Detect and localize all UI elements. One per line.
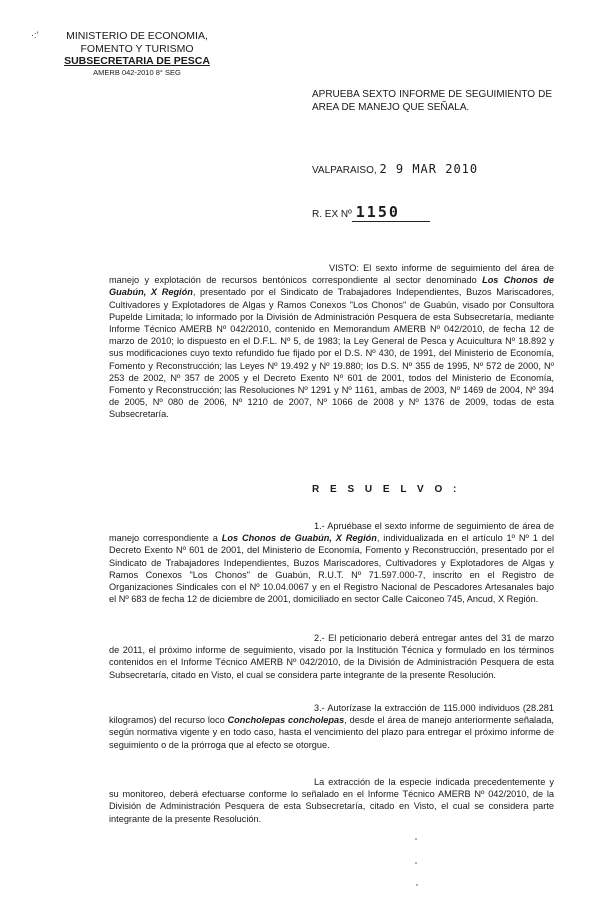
visto-sector: Los Chonos de Guabún, X Región	[109, 275, 554, 298]
resolution-number: 1150	[355, 203, 400, 221]
visto-paragraph	[109, 262, 554, 421]
p4-lead: La extracción de la especie indicada precedentemente y su monitoreo, deberá efectuarse conforme lo señalado en el Informe Técnico	[109, 777, 554, 800]
visto-lead: VISTO: El sexto informe de seguimiento del área de manejo y explotación de recursos bentónicos correspondiente al sector denominado	[109, 263, 554, 286]
resolution-underline	[352, 221, 430, 222]
p3-rest: , desde el área de manejo anteriormente señalada, según normativa vigente y en todo caso, hasta el vencimiento del plazo para entregar el próximo informe de seguimiento o de la prórroga que al efecto se otorgue.	[109, 715, 554, 750]
scan-speck	[415, 838, 417, 840]
scan-speck	[415, 862, 417, 864]
subsecretaria-title: SUBSECRETARIA DE PESCA	[64, 55, 210, 67]
place-date	[312, 162, 478, 176]
p1-sector: Los Chonos de Guabún, X Región	[221, 533, 377, 544]
visto-rest: , presentado por el Sindicato de Trabajadores Independientes, Buzos Mariscadores, Cultivadores y Explotadores de Algas y Ramos Conexos "Los Chonos" de Guabún, visado por Consultora Pupelde Limitada; lo informado por la División de Administración Pesquera de esta Subsecretaría, mediante Informe Técnico AMERB Nº 042/2010, contenido en Memorandum AMERB Nº 042/2010, de fecha 12 de marzo de 2010; lo dispuesto en el D.F.L. Nº 5, de 1983; la Ley General de Pesca y Acuicultura Nº 18.892 y sus modificaciones cuyo texto refundido fue fijado por el D.S. Nº 430, de 1991, del Ministerio de Economía, Fomento y Reconstrucción; las Leyes Nº 19.492 y Nº 19.880; los D.S. Nº 355 de 1995, Nº 572 de 2000, Nº 253 de 2002, Nº 357 de 2005 y el Decreto Exento Nº 601 de 2001, todos del Ministerio de Economía, Fomento y Reconstrucción; las Resoluciones Nº 1291 y Nº 1161, ambas de 2003, Nº 1469 de 2004, Nº 394 de 2005, Nº 080 de 2006, Nº 1210 de 2007, Nº 1066 de 2008 y Nº 1376 de 2009, todas de esta Subsecretaría.	[109, 287, 554, 420]
paragraph-1	[109, 520, 554, 605]
p4-rest: , de la División de Administración Pesquera de esta Subsecretaría, citado en Visto, el cual se considera parte integrante de la presente Resolución.	[109, 789, 554, 824]
p4-ref: AMERB Nº 042/2010	[437, 789, 527, 800]
resuelvo-heading: R E S U E L V O :	[312, 484, 461, 495]
reference-code: AMERB 042-2010 8° SEG	[93, 67, 181, 77]
city: VALPARAISO,	[312, 165, 377, 176]
paragraph-2	[109, 632, 554, 681]
paragraph-4	[109, 776, 554, 825]
paragraph-3	[109, 702, 554, 751]
letterhead	[62, 30, 212, 77]
ministry-line-2: FOMENTO Y TURISMO	[80, 42, 194, 55]
subject-heading: APRUEBA SEXTO INFORME DE SEGUIMIENTO DE AREA DE MANEJO QUE SEÑALA.	[312, 89, 552, 113]
p3-species: Concholepas concholepas	[227, 715, 345, 726]
ministry-line-1: MINISTERIO DE ECONOMIA,	[66, 30, 208, 42]
resolution-label: R. EX Nº	[312, 209, 352, 220]
p1-rest: , individualizada en el artículo 1º Nº 1 del Decreto Exento Nº 601 de 2001, del Ministerio de Economía, Fomento y Reconstrucción, presentado por el Sindicato de Trabajadores Independientes, Buzos Mariscadores, Cultivadores y Explotadores de Algas y Ramos Conexos "Los Chonos" de Guabún, R.U.T. Nº 71.597.000-7, inscrito en el Registro de Organizaciones Sindicales con el Nº 10.04.0067 y en el Registro Nacional de Pescadores Artesanales bajo el Nº 683 de fecha 12 de diciembre de 2001, domiciliado en sector Calle Caiconeo 745, Ancud, X Región.	[109, 533, 554, 605]
p3-lead: 3.- Autorízase la extracción de 115.000 individuos (28.281 kilogramos) del recurso loco	[109, 703, 554, 726]
date-stamp: 2 9 MAR 2010	[379, 162, 479, 176]
resolution-number-block	[312, 203, 400, 221]
p2-text: 2.- El peticionario deberá entregar antes del 31 de marzo de 2011, el próximo informe de seguimiento, visado por la Institución Técnica y formulado en los términos contenidos en el Informe Técnico AMERB Nº 042/2010, de la División de Administración Pesquera de esta Subsecretaría, citado en Visto, el cual se considera parte integrante de la presente Resolución.	[109, 633, 554, 680]
p1-lead: 1.- Apruébase el sexto informe de seguimiento de área de manejo correspondiente a	[109, 521, 554, 544]
margin-mark: ·:'	[31, 30, 39, 40]
scan-speck	[416, 884, 418, 886]
